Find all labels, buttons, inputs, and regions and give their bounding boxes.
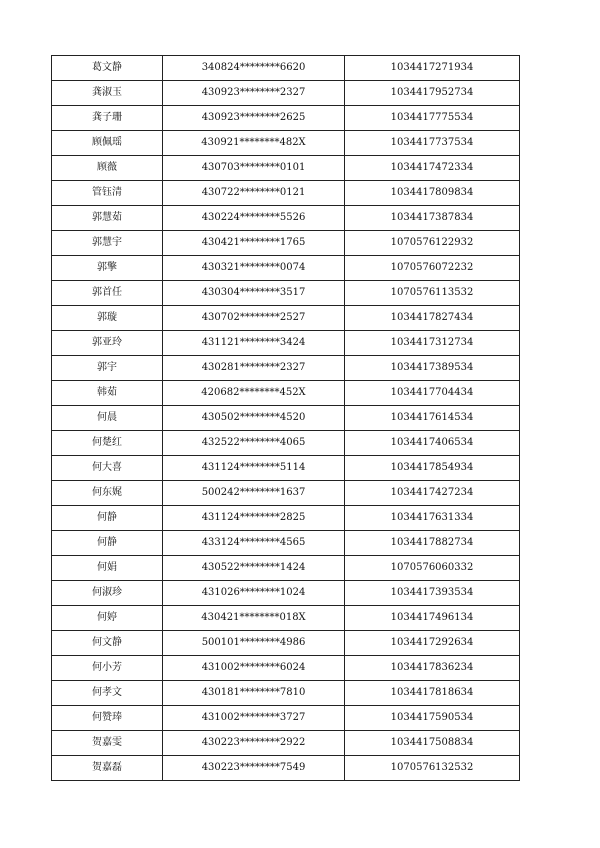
name-cell: 郭亚玲 (52, 331, 163, 356)
number-cell: 1034417312734 (345, 331, 520, 356)
id-number-cell: 430522********1424 (163, 556, 345, 581)
name-cell: 何文静 (52, 631, 163, 656)
name-cell: 顾佩瑶 (52, 131, 163, 156)
id-number-cell: 430722********0121 (163, 181, 345, 206)
id-number-cell: 431002********3727 (163, 706, 345, 731)
number-cell: 1034417393534 (345, 581, 520, 606)
id-number-cell: 430923********2625 (163, 106, 345, 131)
name-cell: 龚子珊 (52, 106, 163, 131)
table-row (52, 581, 520, 606)
name-cell: 何大喜 (52, 456, 163, 481)
table-row (52, 506, 520, 531)
id-number-cell: 430421********018X (163, 606, 345, 631)
id-number-cell: 430703********0101 (163, 156, 345, 181)
number-cell: 1034417406534 (345, 431, 520, 456)
id-number-cell: 431026********1024 (163, 581, 345, 606)
table-row (52, 306, 520, 331)
id-number-cell: 430921********482X (163, 131, 345, 156)
table-row (52, 406, 520, 431)
table-row (52, 356, 520, 381)
id-number-cell: 500101********4986 (163, 631, 345, 656)
name-cell: 韩茹 (52, 381, 163, 406)
number-cell: 1034417614534 (345, 406, 520, 431)
table-row (52, 556, 520, 581)
number-cell: 1034417818634 (345, 681, 520, 706)
id-number-cell: 431121********3424 (163, 331, 345, 356)
name-cell: 何楚红 (52, 431, 163, 456)
table-row (52, 106, 520, 131)
table-row (52, 381, 520, 406)
id-number-cell: 430181********7810 (163, 681, 345, 706)
number-cell: 1034417882734 (345, 531, 520, 556)
table-row (52, 81, 520, 106)
name-cell: 顾薇 (52, 156, 163, 181)
table-row (52, 706, 520, 731)
table-row (52, 431, 520, 456)
number-cell: 1034417631334 (345, 506, 520, 531)
name-cell: 郭慧茹 (52, 206, 163, 231)
id-number-cell: 433124********4565 (163, 531, 345, 556)
name-cell: 郭慧宇 (52, 231, 163, 256)
id-number-cell: 430923********2327 (163, 81, 345, 106)
name-cell: 郭璇 (52, 306, 163, 331)
table-row (52, 156, 520, 181)
table-row (52, 131, 520, 156)
name-cell: 何淑珍 (52, 581, 163, 606)
table-row (52, 656, 520, 681)
number-cell: 1034417271934 (345, 56, 520, 81)
table-row (52, 531, 520, 556)
table-row (52, 331, 520, 356)
table-row (52, 256, 520, 281)
number-cell: 1034417292634 (345, 631, 520, 656)
name-cell: 郭擎 (52, 256, 163, 281)
name-cell: 何静 (52, 506, 163, 531)
table-row (52, 56, 520, 81)
name-cell: 贺嘉磊 (52, 756, 163, 781)
number-cell: 1034417952734 (345, 81, 520, 106)
id-number-cell: 340824********6620 (163, 56, 345, 81)
table-body (52, 56, 520, 781)
table-row (52, 456, 520, 481)
id-number-cell: 420682********452X (163, 381, 345, 406)
number-cell: 1034417389534 (345, 356, 520, 381)
id-number-cell: 431002********6024 (163, 656, 345, 681)
table-row (52, 206, 520, 231)
table-row (52, 681, 520, 706)
id-number-cell: 430281********2327 (163, 356, 345, 381)
id-number-cell: 430502********4520 (163, 406, 345, 431)
id-number-cell: 432522********4065 (163, 431, 345, 456)
id-number-cell: 430321********0074 (163, 256, 345, 281)
table-row (52, 756, 520, 781)
table-row (52, 606, 520, 631)
id-number-cell: 431124********5114 (163, 456, 345, 481)
table-row (52, 281, 520, 306)
data-table (51, 55, 520, 781)
number-cell: 1034417809834 (345, 181, 520, 206)
number-cell: 1034417737534 (345, 131, 520, 156)
name-cell: 郭首任 (52, 281, 163, 306)
number-cell: 1034417590534 (345, 706, 520, 731)
number-cell: 1034417704434 (345, 381, 520, 406)
number-cell: 1034417854934 (345, 456, 520, 481)
table-row (52, 231, 520, 256)
id-number-cell: 430702********2527 (163, 306, 345, 331)
table-row (52, 631, 520, 656)
id-number-cell: 430223********7549 (163, 756, 345, 781)
id-number-cell: 430304********3517 (163, 281, 345, 306)
number-cell: 1070576072232 (345, 256, 520, 281)
name-cell: 何孝文 (52, 681, 163, 706)
number-cell: 1034417775534 (345, 106, 520, 131)
name-cell: 何小芳 (52, 656, 163, 681)
name-cell: 贺嘉雯 (52, 731, 163, 756)
name-cell: 何晨 (52, 406, 163, 431)
number-cell: 1034417836234 (345, 656, 520, 681)
number-cell: 1034417496134 (345, 606, 520, 631)
number-cell: 1034417472334 (345, 156, 520, 181)
table-row (52, 731, 520, 756)
number-cell: 1034417508834 (345, 731, 520, 756)
name-cell: 郭宇 (52, 356, 163, 381)
id-number-cell: 430421********1765 (163, 231, 345, 256)
number-cell: 1070576132532 (345, 756, 520, 781)
name-cell: 何婷 (52, 606, 163, 631)
table-row (52, 181, 520, 206)
number-cell: 1070576060332 (345, 556, 520, 581)
number-cell: 1034417427234 (345, 481, 520, 506)
name-cell: 何静 (52, 531, 163, 556)
id-number-cell: 500242********1637 (163, 481, 345, 506)
number-cell: 1034417827434 (345, 306, 520, 331)
name-cell: 葛文静 (52, 56, 163, 81)
number-cell: 1070576113532 (345, 281, 520, 306)
name-cell: 何赞琫 (52, 706, 163, 731)
id-number-cell: 430224********5526 (163, 206, 345, 231)
name-cell: 何娟 (52, 556, 163, 581)
number-cell: 1034417387834 (345, 206, 520, 231)
table-row (52, 481, 520, 506)
number-cell: 1070576122932 (345, 231, 520, 256)
id-number-cell: 430223********2922 (163, 731, 345, 756)
name-cell: 龚淑玉 (52, 81, 163, 106)
name-cell: 管钰清 (52, 181, 163, 206)
name-cell: 何东娓 (52, 481, 163, 506)
id-number-cell: 431124********2825 (163, 506, 345, 531)
